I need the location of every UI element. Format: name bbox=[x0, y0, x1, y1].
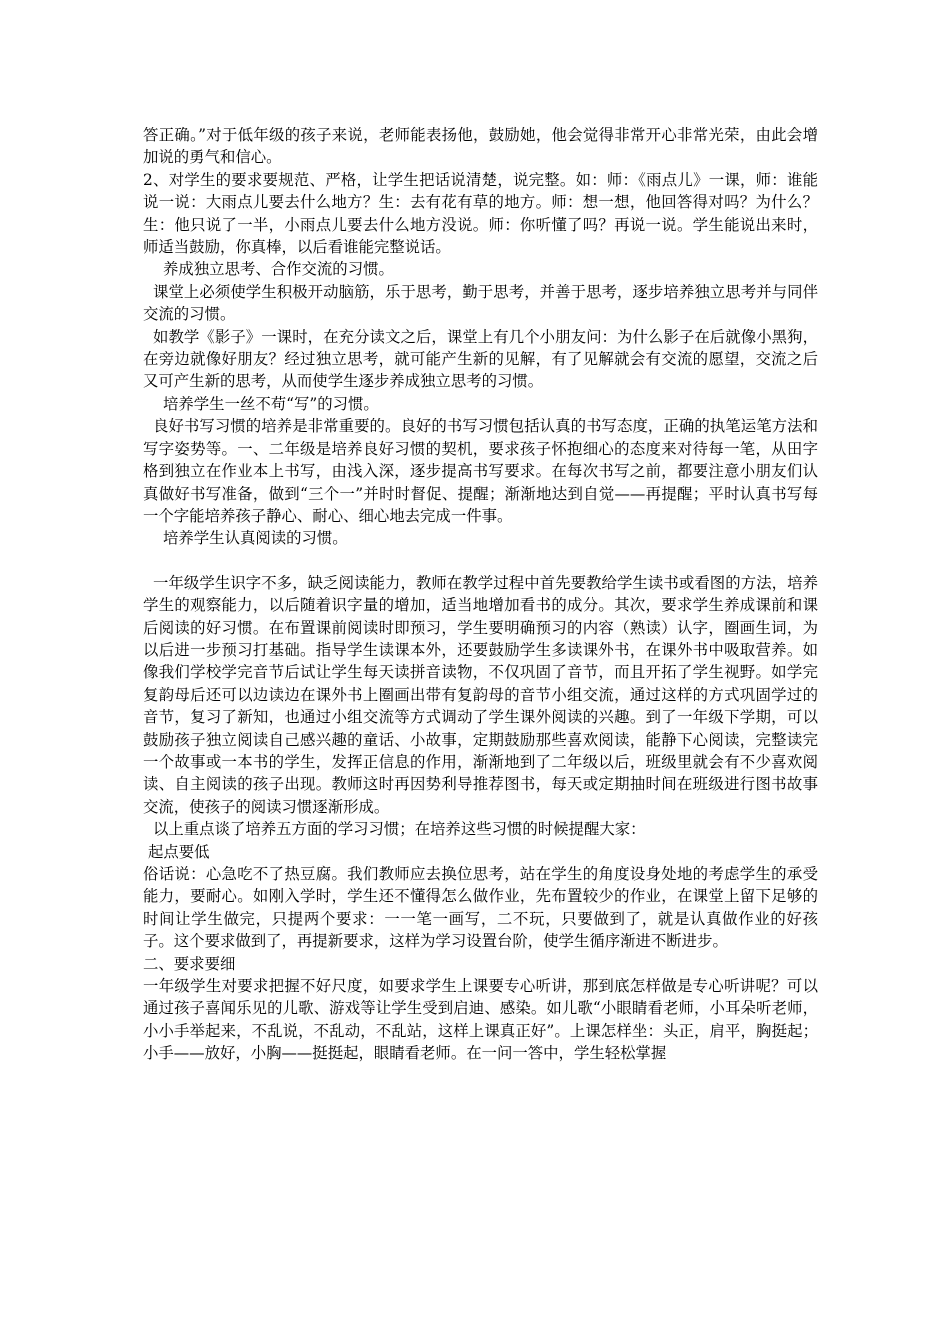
paragraph-praise-confidence: 答正确。”对于低年级的孩子来说，老师能表扬他，鼓励她，他会觉得非常开心非常光荣，由此会增加说的勇气和信心。 bbox=[143, 126, 818, 167]
paragraph-low-start: 俗话说：心急吃不了热豆腐。我们教师应去换位思考，站在学生的角度设身处地的考虑学生的承受能力，要耐心。如刚入学时，学生还不懂得怎么做作业，先布置较少的作业，在课堂上留下足够的时间让学生做完，只提两个要求：一一笔一画写，二不玩，只要做到了，就是认真做作业的好孩子。这个要求做到了，再提新要求，这样为学习设置台阶，使学生循序渐进不断进步。 bbox=[143, 865, 818, 951]
heading-detailed-requirements: 二、要求要细 bbox=[143, 954, 236, 973]
paragraph-shadow-lesson: 如教学《影子》一课时，在充分读文之后，课堂上有几个小朋友问：为什么影子在后就像小黑狗，在旁边就像好朋友？经过独立思考，就可能产生新的见解，有了见解就会有交流的愿望，交流之后又可产生新的思考，从而使学生逐步养成独立思考的习惯。 bbox=[143, 327, 818, 391]
paragraph-speaking-requirements: 2、对学生的要求要规范、严格，让学生把话说清楚，说完整。如：师：《雨点儿》一课，师：谁能说一说：大雨点儿要去什么地方？生：去有花有草的地方。师：想一想，他回答得对吗？为什么？生：他只说了一半，小雨点儿要去什么地方没说。师：你听懂了吗？再说一说。学生能说出来时，师适当鼓励，你真棒，以后看谁能完整说话。 bbox=[143, 170, 818, 257]
heading-reading-habit: 培养学生认真阅读的习惯。 bbox=[163, 529, 348, 548]
paragraph-reading-habit: 一年级学生识字不多，缺乏阅读能力，教师在教学过程中首先要教给学生读书或看图的方法，培养学生的观察能力，以后随着识字量的增加，适当地增加看书的成分。其次，要求学生养成课前和课后阅读的好习惯。在布置课前阅读时即预习，学生要明确预习的内容（熟读）认字，圈画生词，为以后进一步预习打基础。指导学生读课本外，还要鼓励学生多读课外书，在课外书中吸取营养。如像我们学校学完音节后试让学生每天读拼音读物，不仅巩固了音节，而且开拓了学生视野。如学完复韵母后还可以边读边在课外书上圈画出带有复韵母的音节小组交流，通过这样的方式巩固学过的音节，复习了新知，也通过小组交流等方式调动了学生课外阅读的兴趣。到了一年级下学期，可以鼓励孩子独立阅读自己感兴趣的童话、小故事，定期鼓励那些喜欢阅读，能静下心阅读，完整读完一个故事或一本书的学生，发挥正信息的作用，渐渐地到了二年级以后，班级里就会有不少喜欢阅读、自主阅读的孩子出现。教师这时再因势利导推荐图书，每天或定期抽时间在班级进行图书故事交流，使孩子的阅读习惯逐渐形成。 bbox=[143, 573, 818, 816]
paragraph-summary: 以上重点谈了培养五方面的学习习惯；在培养这些习惯的时候提醒大家： bbox=[153, 820, 646, 839]
document-body bbox=[143, 124, 818, 1065]
paragraph-classroom-thinking: 课堂上必须使学生积极开动脑筋，乐于思考，勤于思考，并善于思考，逐步培养独立思考并与同伴交流的习惯。 bbox=[143, 282, 818, 324]
heading-low-start: 起点要低 bbox=[148, 842, 210, 861]
paragraph-detailed-requirements: 一年级学生对要求把握不好尺度，如要求学生上课要专心听讲，那到底怎样做是专心听讲呢？可以通过孩子喜闻乐见的儿歌、游戏等让学生受到启迪、感染。如儿歌“小眼睛看老师，小耳朵听老师，小小手举起来，不乱说，不乱动，不乱站，这样上课真正好”。上课怎样坐：头正，肩平，胸挺起；小手——放好，小胸——挺挺起，眼睛看老师。在一问一答中，学生轻松掌握 bbox=[143, 977, 818, 1063]
heading-independent-thinking: 养成独立思考、合作交流的习惯。 bbox=[163, 260, 394, 279]
paragraph-writing-habit: 良好书写习惯的培养是非常重要的。良好的书写习惯包括认真的书写态度，正确的执笔运笔方法和写字姿势等。一、二年级是培养良好习惯的契机，要求孩子怀抱细心的态度来对待每一笔，从田字格到独立在作业本上书写，由浅入深，逐步提高书写要求。在每次书写之前，都要注意小朋友们认真做好书写准备，做到“三个一”并时时督促、提醒；渐渐地达到自觉——再提醒；平时认真书写每一个字能培养孩子静心、耐心、细心地去完成一件事。 bbox=[143, 417, 818, 525]
heading-writing-habit: 培养学生一丝不苟“写”的习惯。 bbox=[163, 394, 379, 413]
blank-line bbox=[143, 550, 818, 572]
